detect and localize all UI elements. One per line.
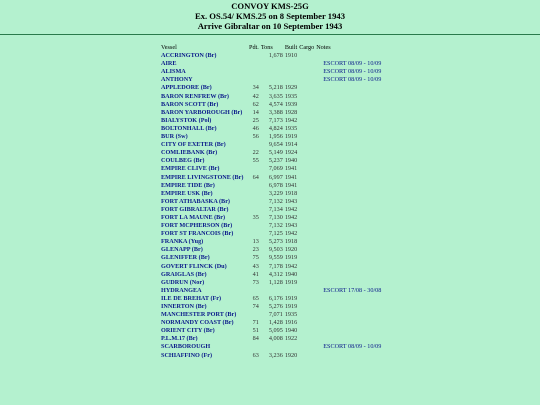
cell-notes bbox=[315, 165, 382, 173]
cell-pdt: 46 bbox=[252, 124, 259, 132]
cell-vessel[interactable]: ILE DE BREHAT (Fr) bbox=[161, 294, 222, 302]
cell-pdt: 13 bbox=[252, 238, 259, 246]
cell-tons: 4,574 bbox=[268, 100, 283, 108]
cell-cargo bbox=[298, 133, 315, 141]
cell-cargo bbox=[298, 93, 315, 101]
cell-pdt: 64 bbox=[252, 173, 259, 181]
cell-cargo bbox=[298, 230, 315, 238]
cell-built: 1935 bbox=[284, 124, 298, 132]
table-row bbox=[160, 174, 382, 182]
cell-pdt bbox=[248, 68, 260, 76]
table-row bbox=[160, 182, 382, 190]
cell-pdt: 56 bbox=[252, 133, 259, 141]
table-row bbox=[160, 165, 382, 173]
cell-built: 1919 bbox=[284, 294, 298, 302]
cell-cargo bbox=[298, 117, 315, 125]
cell-tons: 7,069 bbox=[268, 165, 283, 173]
table-row bbox=[160, 206, 382, 214]
cell-tons: 4,008 bbox=[268, 335, 283, 343]
table-row bbox=[160, 133, 382, 141]
cell-pdt bbox=[248, 311, 260, 319]
cell-vessel[interactable]: FORT GIBRALTAR (Br) bbox=[161, 205, 229, 213]
cell-pdt bbox=[248, 287, 260, 295]
cell-cargo bbox=[298, 206, 315, 214]
cell-tons: 5,237 bbox=[268, 157, 283, 165]
cell-tons: 4,824 bbox=[268, 124, 283, 132]
cell-vessel[interactable]: SCHIAFFINO (Fr) bbox=[161, 351, 213, 359]
cell-built: 1914 bbox=[284, 141, 298, 149]
convoy-table-container bbox=[160, 44, 382, 360]
cell-cargo bbox=[298, 125, 315, 133]
cell-tons: 5,273 bbox=[268, 238, 283, 246]
cell-cargo bbox=[298, 214, 315, 222]
cell-vessel[interactable]: GLENAPP (Br) bbox=[161, 246, 203, 254]
cell-built bbox=[284, 287, 298, 295]
cell-vessel[interactable]: BIALYSTOK (Pol) bbox=[161, 116, 212, 124]
table-row bbox=[160, 149, 382, 157]
cell-pdt: 63 bbox=[252, 351, 259, 359]
cell-notes bbox=[315, 206, 382, 214]
cell-vessel[interactable]: BUR (Sw) bbox=[161, 133, 188, 141]
cell-vessel[interactable]: ORIENT CITY (Br) bbox=[161, 327, 215, 335]
cell-cargo bbox=[298, 279, 315, 287]
table-row bbox=[160, 352, 382, 360]
cell-tons: 7,132 bbox=[268, 197, 283, 205]
cell-pdt: 75 bbox=[252, 254, 259, 262]
cell-cargo bbox=[298, 327, 315, 335]
table-row bbox=[160, 279, 382, 287]
table-row bbox=[160, 303, 382, 311]
cell-cargo bbox=[298, 222, 315, 230]
cell-vessel[interactable]: EMPIRE TIDE (Br) bbox=[161, 181, 215, 189]
cell-notes bbox=[315, 190, 382, 198]
cell-cargo bbox=[298, 254, 315, 262]
cell-pdt: 65 bbox=[252, 294, 259, 302]
cell-notes bbox=[315, 109, 382, 117]
cell-tons: 1,956 bbox=[268, 133, 283, 141]
table-row bbox=[160, 335, 382, 343]
cell-notes bbox=[315, 279, 382, 287]
table-row bbox=[160, 141, 382, 149]
cell-notes bbox=[315, 311, 382, 319]
cell-notes: ESCORT 08/09 - 10/09 bbox=[323, 343, 382, 351]
cell-built: 1940 bbox=[284, 327, 298, 335]
cell-built: 1942 bbox=[284, 116, 298, 124]
table-row bbox=[160, 52, 382, 60]
cell-cargo bbox=[298, 84, 315, 92]
cell-vessel[interactable]: BARON SCOTT (Br) bbox=[161, 100, 219, 108]
column-header-built: Built bbox=[284, 44, 298, 51]
cell-notes: ESCORT 17/08 - 30/08 bbox=[323, 286, 382, 294]
cell-tons: 7,134 bbox=[268, 205, 283, 213]
cell-notes bbox=[315, 117, 382, 125]
cell-built: 1942 bbox=[284, 262, 298, 270]
cell-built bbox=[284, 76, 298, 84]
cell-built bbox=[284, 60, 298, 68]
cell-built: 1920 bbox=[284, 246, 298, 254]
cell-cargo bbox=[298, 52, 315, 60]
cell-notes bbox=[315, 141, 382, 149]
header-divider bbox=[0, 34, 540, 35]
cell-vessel[interactable]: GRAIGLAS (Br) bbox=[161, 270, 207, 278]
cell-cargo bbox=[298, 295, 315, 303]
cell-built: 1941 bbox=[284, 173, 298, 181]
cell-built: 1941 bbox=[284, 181, 298, 189]
table-row bbox=[160, 271, 382, 279]
table-row bbox=[160, 287, 382, 295]
cell-built: 1919 bbox=[284, 303, 298, 310]
cell-pdt bbox=[248, 182, 260, 190]
cell-built: 1942 bbox=[284, 213, 298, 221]
cell-pdt: 43 bbox=[252, 262, 259, 270]
cell-vessel[interactable]: SCARBOROUGH bbox=[161, 343, 211, 351]
table-row bbox=[160, 238, 382, 246]
cell-built: 1920 bbox=[284, 351, 298, 359]
cell-vessel[interactable]: GOVERT FLINCK (Du) bbox=[161, 262, 227, 270]
cell-notes bbox=[315, 271, 382, 279]
table-row bbox=[160, 254, 382, 262]
table-row bbox=[160, 68, 382, 76]
cell-tons bbox=[260, 76, 284, 84]
cell-cargo bbox=[298, 182, 315, 190]
cell-cargo bbox=[298, 60, 315, 68]
cell-cargo bbox=[298, 335, 315, 343]
cell-tons: 9,559 bbox=[268, 254, 283, 262]
cell-notes: ESCORT 08/09 - 10/09 bbox=[323, 68, 382, 76]
cell-vessel[interactable]: FORT LA MAUNE (Br) bbox=[161, 213, 226, 221]
cell-pdt bbox=[248, 52, 260, 60]
cell-cargo bbox=[298, 76, 315, 84]
cell-tons bbox=[260, 60, 284, 68]
cell-notes bbox=[315, 84, 382, 92]
cell-notes bbox=[315, 319, 382, 327]
cell-pdt: 22 bbox=[252, 149, 259, 157]
cell-notes bbox=[315, 295, 382, 303]
table-row bbox=[160, 117, 382, 125]
table-row bbox=[160, 101, 382, 109]
cell-pdt bbox=[248, 230, 260, 238]
cell-built: 1918 bbox=[284, 238, 298, 246]
cell-vessel[interactable]: EMPIRE CLIVE (Br) bbox=[161, 165, 220, 173]
cell-pdt: 35 bbox=[252, 213, 259, 221]
cell-pdt bbox=[248, 60, 260, 68]
cell-notes bbox=[315, 182, 382, 190]
cell-vessel[interactable]: MANCHESTER PORT (Br) bbox=[161, 311, 237, 319]
cell-pdt: 25 bbox=[252, 116, 259, 124]
cell-vessel[interactable]: GUDRUN (Nor) bbox=[161, 278, 205, 286]
cell-pdt: 51 bbox=[252, 327, 259, 335]
cell-notes bbox=[315, 214, 382, 222]
table-row bbox=[160, 319, 382, 327]
cell-vessel[interactable]: AIRE bbox=[161, 60, 177, 68]
cell-built: 1910 bbox=[284, 52, 298, 60]
cell-notes bbox=[315, 93, 382, 101]
cell-cargo bbox=[298, 109, 315, 117]
cell-built: 1928 bbox=[284, 108, 298, 116]
cell-tons: 5,149 bbox=[268, 149, 283, 157]
cell-pdt bbox=[248, 76, 260, 84]
cell-vessel[interactable]: FORT ST FRANCOIS (Br) bbox=[161, 230, 234, 238]
cell-built: 1922 bbox=[284, 335, 298, 343]
cell-built: 1924 bbox=[284, 149, 298, 157]
cell-built: 1929 bbox=[284, 84, 298, 92]
table-header-row bbox=[160, 44, 382, 52]
cell-tons: 3,388 bbox=[268, 108, 283, 116]
table-row bbox=[160, 263, 382, 271]
cell-vessel[interactable]: APPLEDORE (Br) bbox=[161, 84, 212, 92]
cell-cargo bbox=[298, 174, 315, 182]
table-row bbox=[160, 84, 382, 92]
cell-pdt: 62 bbox=[252, 100, 259, 108]
cell-tons: 7,132 bbox=[268, 222, 283, 230]
cell-cargo bbox=[298, 352, 315, 360]
page-subtitle: Ex. OS.54/ KMS.25 on 8 September 1943 bbox=[194, 11, 345, 21]
cell-pdt: 84 bbox=[252, 335, 259, 343]
table-row bbox=[160, 157, 382, 165]
cell-cargo bbox=[298, 149, 315, 157]
column-header-pdt: Pdt. bbox=[249, 44, 259, 51]
cell-vessel[interactable]: BOLTONHALL (Br) bbox=[161, 124, 217, 132]
cell-tons bbox=[260, 68, 284, 76]
cell-tons: 9,503 bbox=[268, 246, 283, 254]
cell-cargo bbox=[298, 311, 315, 319]
cell-tons: 3,635 bbox=[268, 92, 283, 100]
page-title: CONVOY KMS-25G bbox=[231, 1, 309, 11]
cell-pdt: 41 bbox=[252, 270, 259, 278]
cell-pdt: 71 bbox=[252, 319, 259, 327]
table-row bbox=[160, 198, 382, 206]
cell-pdt: 42 bbox=[252, 92, 259, 100]
cell-pdt bbox=[248, 141, 260, 149]
cell-vessel[interactable]: COULBEG (Br) bbox=[161, 157, 205, 165]
cell-pdt bbox=[248, 222, 260, 230]
cell-notes bbox=[315, 222, 382, 230]
cell-notes bbox=[315, 246, 382, 254]
cell-built: 1942 bbox=[284, 230, 298, 238]
cell-tons: 7,130 bbox=[268, 213, 283, 221]
cell-built: 1939 bbox=[284, 100, 298, 108]
cell-notes bbox=[315, 52, 382, 60]
cell-vessel[interactable]: BARON YARBOROUGH (Br) bbox=[161, 108, 243, 116]
cell-notes bbox=[315, 101, 382, 109]
cell-tons: 1,678 bbox=[268, 52, 283, 60]
cell-built bbox=[284, 68, 298, 76]
table-row bbox=[160, 222, 382, 230]
cell-pdt: 14 bbox=[252, 108, 259, 116]
cell-cargo bbox=[298, 165, 315, 173]
cell-notes bbox=[315, 174, 382, 182]
cell-notes bbox=[315, 303, 382, 311]
cell-notes bbox=[315, 125, 382, 133]
cell-notes bbox=[315, 157, 382, 165]
cell-built: 1916 bbox=[284, 319, 298, 327]
cell-tons: 7,125 bbox=[268, 230, 283, 238]
cell-vessel[interactable]: CITY OF EXETER (Br) bbox=[161, 141, 226, 149]
cell-tons: 6,176 bbox=[268, 294, 283, 302]
convoy-table bbox=[160, 44, 382, 360]
cell-tons: 3,229 bbox=[268, 189, 283, 197]
cell-tons: 5,218 bbox=[268, 84, 283, 92]
table-row bbox=[160, 109, 382, 117]
cell-vessel[interactable]: BARON RENFREW (Br) bbox=[161, 92, 229, 100]
table-row bbox=[160, 60, 382, 68]
cell-tons bbox=[260, 287, 284, 295]
cell-pdt: 34 bbox=[252, 84, 259, 92]
cell-vessel[interactable]: ALISMA bbox=[161, 68, 186, 76]
cell-vessel[interactable]: EMPIRE LIVINGSTONE (Br) bbox=[161, 173, 244, 181]
table-row bbox=[160, 190, 382, 198]
cell-cargo bbox=[298, 157, 315, 165]
cell-tons bbox=[260, 343, 284, 351]
cell-cargo bbox=[298, 198, 315, 206]
cell-vessel[interactable]: COMLIEBANK (Br) bbox=[161, 149, 218, 157]
cell-tons: 5,276 bbox=[268, 303, 283, 310]
cell-cargo bbox=[298, 68, 315, 76]
cell-tons: 3,236 bbox=[268, 351, 283, 359]
cell-notes: ESCORT 08/09 - 10/09 bbox=[323, 76, 382, 84]
cell-tons: 7,178 bbox=[268, 262, 283, 270]
cell-tons: 1,428 bbox=[268, 319, 283, 327]
table-row bbox=[160, 327, 382, 335]
column-header-vessel: Vessel bbox=[161, 44, 177, 51]
table-row bbox=[160, 214, 382, 222]
cell-pdt bbox=[248, 165, 260, 173]
cell-vessel[interactable]: GLENIFFER (Br) bbox=[161, 254, 210, 262]
cell-tons: 4,312 bbox=[268, 270, 283, 278]
cell-vessel[interactable]: NORMANDY COAST (Br) bbox=[161, 319, 234, 327]
cell-tons: 7,071 bbox=[268, 311, 283, 319]
cell-built: 1919 bbox=[284, 278, 298, 286]
cell-built: 1941 bbox=[284, 165, 298, 173]
cell-built: 1942 bbox=[284, 205, 298, 213]
cell-cargo bbox=[298, 101, 315, 109]
cell-cargo bbox=[298, 271, 315, 279]
cell-pdt: 74 bbox=[252, 303, 259, 310]
cell-vessel[interactable]: ACCRINGTON (Br) bbox=[161, 52, 217, 60]
cell-tons: 7,173 bbox=[268, 116, 283, 124]
cell-vessel[interactable]: P.L.M.17 (Br) bbox=[161, 335, 198, 343]
cell-notes bbox=[315, 352, 382, 360]
cell-built: 1943 bbox=[284, 222, 298, 230]
column-header-cargo: Cargo bbox=[299, 44, 315, 51]
cell-vessel[interactable]: EMPIRE USK (Br) bbox=[161, 189, 213, 197]
column-header-tons: Tons bbox=[260, 44, 273, 51]
cell-built: 1918 bbox=[284, 189, 298, 197]
cell-notes bbox=[315, 327, 382, 335]
cell-cargo bbox=[298, 287, 315, 295]
cell-cargo bbox=[298, 343, 315, 351]
cell-tons: 6,978 bbox=[268, 181, 283, 189]
cell-cargo bbox=[298, 141, 315, 149]
cell-pdt: 55 bbox=[252, 157, 259, 165]
cell-built: 1935 bbox=[284, 311, 298, 319]
cell-vessel[interactable]: FRANKA (Yug) bbox=[161, 238, 204, 246]
cell-tons: 1,128 bbox=[268, 278, 283, 286]
cell-tons: 6,997 bbox=[268, 173, 283, 181]
cell-cargo bbox=[298, 303, 315, 311]
table-row bbox=[160, 76, 382, 84]
cell-cargo bbox=[298, 238, 315, 246]
cell-cargo bbox=[298, 190, 315, 198]
cell-pdt bbox=[248, 198, 260, 206]
cell-pdt bbox=[248, 190, 260, 198]
cell-built: 1935 bbox=[284, 92, 298, 100]
cell-notes bbox=[315, 238, 382, 246]
cell-cargo bbox=[298, 319, 315, 327]
cell-built: 1943 bbox=[284, 197, 298, 205]
cell-cargo bbox=[298, 246, 315, 254]
table-row bbox=[160, 343, 382, 351]
cell-pdt: 23 bbox=[252, 246, 259, 254]
cell-built: 1919 bbox=[284, 254, 298, 262]
table-row bbox=[160, 311, 382, 319]
table-row bbox=[160, 230, 382, 238]
cell-pdt bbox=[248, 343, 260, 351]
cell-notes bbox=[315, 133, 382, 141]
cell-tons: 9,654 bbox=[268, 141, 283, 149]
cell-notes bbox=[315, 263, 382, 271]
table-row bbox=[160, 246, 382, 254]
table-row bbox=[160, 93, 382, 101]
page-header bbox=[0, 0, 540, 31]
page-subtitle-arrival: Arrive Gibraltar on 10 September 1943 bbox=[197, 21, 343, 31]
cell-notes bbox=[315, 149, 382, 157]
table-row bbox=[160, 125, 382, 133]
cell-notes bbox=[315, 254, 382, 262]
cell-notes: ESCORT 08/09 - 10/09 bbox=[323, 60, 382, 68]
cell-vessel[interactable]: HYDRANGEA bbox=[161, 286, 202, 294]
cell-notes bbox=[315, 230, 382, 238]
table-row bbox=[160, 295, 382, 303]
cell-built: 1940 bbox=[284, 270, 298, 278]
cell-vessel[interactable]: FORT ATHABASKA (Br) bbox=[161, 197, 230, 205]
cell-notes bbox=[315, 335, 382, 343]
column-header-notes: Notes bbox=[316, 44, 331, 51]
cell-vessel[interactable]: FORT MCPHERSON (Br) bbox=[161, 222, 233, 230]
cell-pdt bbox=[248, 206, 260, 214]
cell-pdt: 73 bbox=[252, 278, 259, 286]
cell-notes bbox=[315, 198, 382, 206]
cell-built bbox=[284, 343, 298, 351]
cell-tons: 5,095 bbox=[268, 327, 283, 335]
cell-built: 1940 bbox=[284, 157, 298, 165]
cell-cargo bbox=[298, 263, 315, 271]
cell-vessel[interactable]: INNERTON (Br) bbox=[161, 303, 207, 310]
cell-vessel[interactable]: ANTHONY bbox=[161, 76, 193, 84]
cell-built: 1919 bbox=[284, 133, 298, 141]
